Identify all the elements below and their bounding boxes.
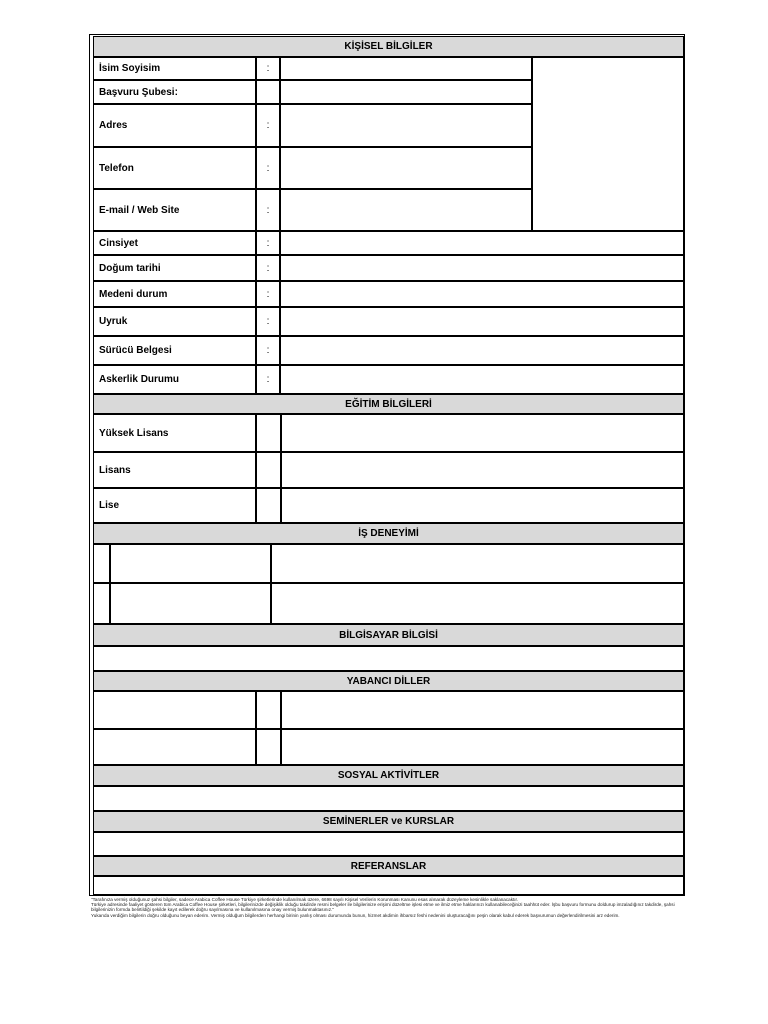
education-field-label: Yüksek Lisans — [93, 414, 256, 452]
language-mark — [256, 691, 281, 729]
experience-row-index — [93, 544, 110, 583]
personal-field-label: Telefon — [93, 147, 256, 189]
section-header-languages: YABANCI DİLLER — [93, 671, 684, 691]
personal-field-input[interactable] — [280, 255, 684, 281]
language-name-input[interactable] — [93, 691, 256, 729]
personal-field-colon — [256, 80, 280, 104]
education-field-input[interactable] — [281, 414, 684, 452]
personal-field-input[interactable] — [280, 57, 532, 80]
personal-field-label: E-mail / Web Site — [93, 189, 256, 231]
education-field-mark — [256, 488, 281, 523]
personal-field-colon: : — [256, 336, 280, 365]
personal-field-input[interactable] — [280, 147, 532, 189]
personal-field-label: Uyruk — [93, 307, 256, 336]
experience-company-input[interactable] — [110, 583, 271, 624]
footnote-line-1: "Tarafınıza vermiş olduğunuz şahsi bilgiler, sadece Arabica Coffee House Türkiye şirketlerinde kullanılmak üzere, 6698 sayılı Kişisel Verilerin Korunması Kanunu esas alınarak düzeyleme kesinlikle saklanacaktır. — [91, 897, 519, 902]
personal-field-colon: : — [256, 365, 280, 394]
language-level-input[interactable] — [281, 729, 684, 765]
personal-field-label: Cinsiyet — [93, 231, 256, 255]
footnote — [91, 897, 683, 918]
personal-field-colon: : — [256, 231, 280, 255]
application-form — [89, 34, 685, 896]
personal-field-colon: : — [256, 281, 280, 307]
personal-field-colon: : — [256, 255, 280, 281]
language-name-input[interactable] — [93, 729, 256, 765]
experience-detail-input[interactable] — [271, 544, 684, 583]
personal-field-label: İsim Soyisim — [93, 57, 256, 80]
personal-field-label: Sürücü Belgesi — [93, 336, 256, 365]
education-field-mark — [256, 452, 281, 488]
section-header-experience: İŞ DENEYİMİ — [93, 523, 684, 544]
personal-field-colon: : — [256, 147, 280, 189]
personal-field-colon: : — [256, 57, 280, 80]
social-activities-input[interactable] — [93, 786, 684, 811]
personal-field-input[interactable] — [280, 336, 684, 365]
personal-field-input[interactable] — [280, 104, 532, 147]
personal-field-label: Başvuru Şubesi: — [93, 80, 256, 104]
experience-row-index — [93, 583, 110, 624]
personal-field-input[interactable] — [280, 365, 684, 394]
personal-field-label: Askerlik Durumu — [93, 365, 256, 394]
personal-field-input[interactable] — [280, 231, 684, 255]
section-header-social: SOSYAL AKTİVİTLER — [93, 765, 684, 786]
personal-field-input[interactable] — [280, 80, 532, 104]
education-field-input[interactable] — [281, 488, 684, 523]
section-header-computer: BİLGİSAYAR BİLGİSİ — [93, 624, 684, 646]
footnote-line-2: Türkiye adresinde faaliyet gösteren tüm Arabica Coffee House şirketleri, bilgilerinizde değişiklik olduğu takdirde resmi belgeler ile bilgilerinize erişimi düzeltme işlesi etme ve ilmiz etme haklarınızı kullanabileceğinizi taahhüt eder. İşbu başvuru formunu doldurup imzaladığınız takdirde, şahsi bilgilerinizin formda belirtildiği şekilde kayıt edilerek doğru sayılmasına ve kullanılmasına onay vermiş bulunmaktasınız." — [91, 902, 675, 913]
references-input[interactable] — [93, 876, 684, 895]
personal-field-label: Doğum tarihi — [93, 255, 256, 281]
footnote-line-3: Yukarıda verdiğim bilgilerin doğru olduğunu beyan ederim. Vermiş olduğum bilgilerden herhangi birinin yanlış olması durumunda bunun, hizmet akdimin ihbarsız feshi nedenini oluşturacağını peşin olarak kabul ederek başvurumun değerlendirilmesini arz ederim. — [91, 912, 620, 918]
section-header-references: REFERANSLAR — [93, 856, 684, 876]
education-field-label: Lisans — [93, 452, 256, 488]
personal-field-input[interactable] — [280, 189, 532, 231]
education-field-label: Lise — [93, 488, 256, 523]
education-field-input[interactable] — [281, 452, 684, 488]
language-mark — [256, 729, 281, 765]
experience-company-input[interactable] — [110, 544, 271, 583]
education-field-mark — [256, 414, 281, 452]
personal-field-input[interactable] — [280, 307, 684, 336]
personal-field-colon: : — [256, 307, 280, 336]
section-header-education: EĞİTİM BİLGİLERİ — [93, 394, 684, 414]
section-header-personal: KİŞİSEL BİLGİLER — [93, 36, 684, 57]
personal-field-colon: : — [256, 189, 280, 231]
personal-field-colon: : — [256, 104, 280, 147]
experience-detail-input[interactable] — [271, 583, 684, 624]
photo-box[interactable] — [532, 57, 684, 231]
personal-field-input[interactable] — [280, 281, 684, 307]
computer-skills-input[interactable] — [93, 646, 684, 671]
section-header-seminars: SEMİNERLER ve KURSLAR — [93, 811, 684, 832]
personal-field-label: Adres — [93, 104, 256, 147]
language-level-input[interactable] — [281, 691, 684, 729]
personal-field-label: Medeni durum — [93, 281, 256, 307]
seminars-input[interactable] — [93, 832, 684, 856]
